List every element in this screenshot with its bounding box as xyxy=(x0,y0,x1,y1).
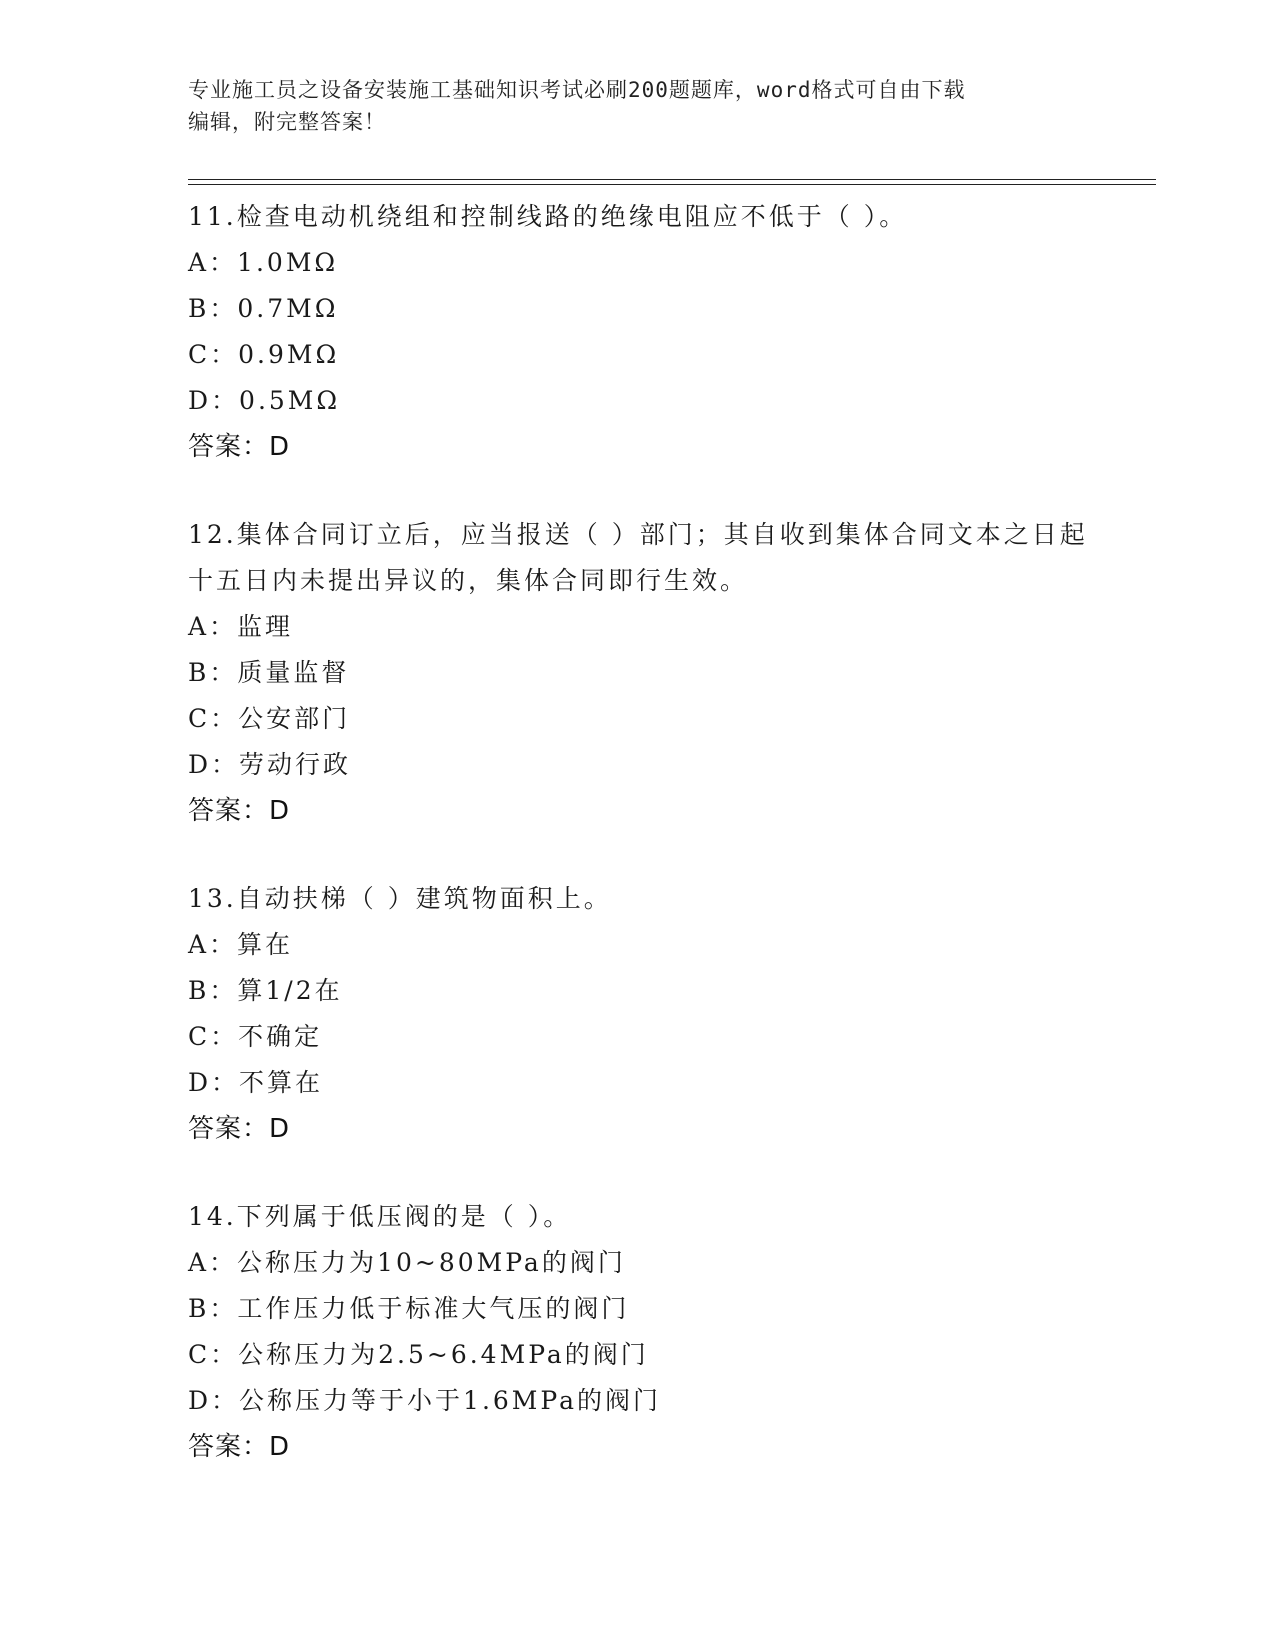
option-a: A：公称压力为10~80MPa的阀门 xyxy=(188,1248,626,1277)
question-13 xyxy=(188,876,1088,1152)
header-divider-top xyxy=(188,179,1156,180)
document-header xyxy=(188,74,1088,138)
question-11 xyxy=(188,194,1088,470)
option-a: A：1.0MΩ xyxy=(188,248,339,277)
question-12 xyxy=(188,512,1088,834)
question-14 xyxy=(188,1194,1088,1470)
option-c: C：公称压力为2.5~6.4MPa的阀门 xyxy=(188,1340,649,1369)
answer-line: 答案：D xyxy=(188,432,291,462)
option-d: D：不算在 xyxy=(188,1068,324,1097)
header-line-2: 编辑，附完整答案！ xyxy=(188,110,386,134)
option-b: B：0.7MΩ xyxy=(188,294,339,323)
answer-line: 答案：D xyxy=(188,1432,291,1462)
question-stem: 14.下列属于低压阀的是（ ）。 xyxy=(188,1202,572,1231)
question-stem: 11.检查电动机绕组和控制线路的绝缘电阻应不低于（ ）。 xyxy=(188,202,908,231)
option-d: D：劳动行政 xyxy=(188,750,352,779)
header-line-1: 专业施工员之设备安装施工基础知识考试必刷200题题库，word格式可自由下载 xyxy=(188,78,966,102)
option-a: A：监理 xyxy=(188,612,294,641)
question-stem: 12.集体合同订立后，应当报送（ ）部门；其自收到集体合同文本之日起十五日内未提出异议的，集体合同即行生效。 xyxy=(188,520,1088,595)
option-c: C：0.9MΩ xyxy=(188,340,340,369)
option-d: D：0.5MΩ xyxy=(188,386,341,415)
option-c: C：公安部门 xyxy=(188,704,351,733)
option-b: B：质量监督 xyxy=(188,658,350,687)
question-list xyxy=(188,194,1088,1512)
answer-line: 答案：D xyxy=(188,1114,291,1144)
option-d: D：公称压力等于小于1.6MPa的阀门 xyxy=(188,1386,662,1415)
question-stem: 13.自动扶梯（ ）建筑物面积上。 xyxy=(188,884,612,913)
option-a: A：算在 xyxy=(188,930,294,959)
answer-line: 答案：D xyxy=(188,796,291,826)
option-b: B：算1/2在 xyxy=(188,976,343,1005)
option-c: C：不确定 xyxy=(188,1022,323,1051)
option-b: B：工作压力低于标准大气压的阀门 xyxy=(188,1294,630,1323)
header-divider-bottom xyxy=(188,184,1156,185)
